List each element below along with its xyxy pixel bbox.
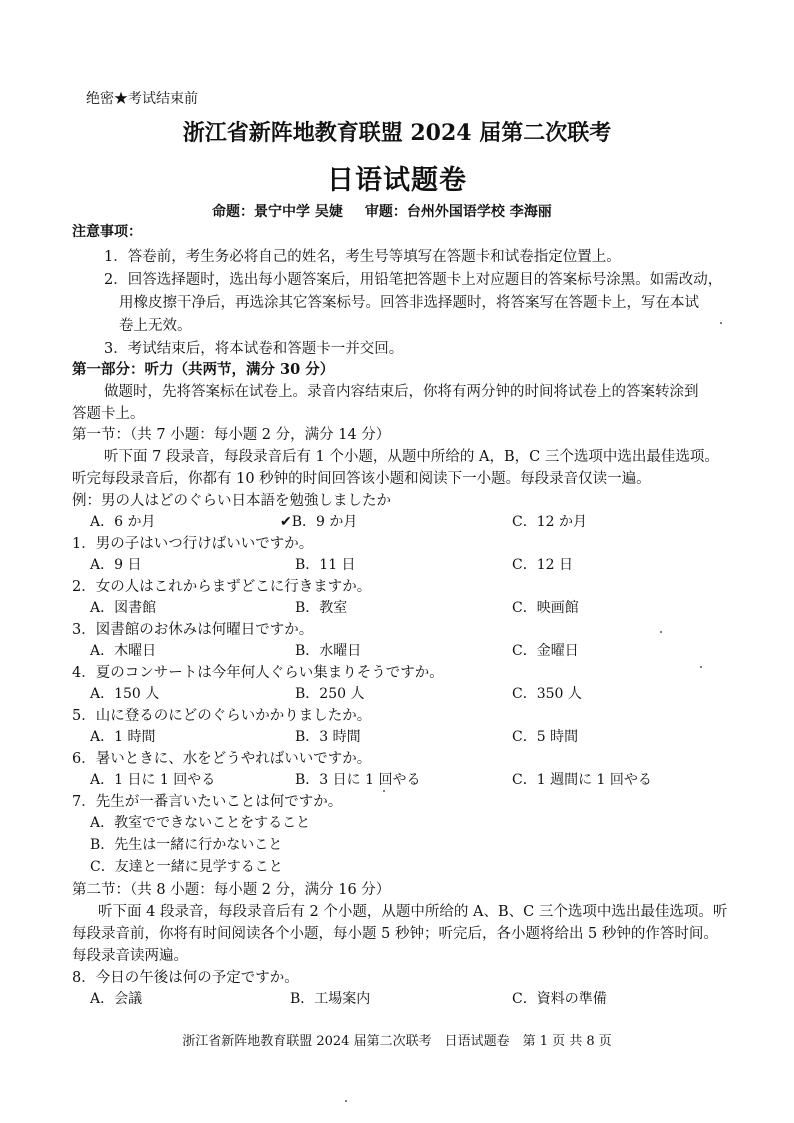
option-b: B．3 時間 [295,729,361,745]
notice-item: 2．回答选择题时，选出每小题答案后，用铅笔把答题卡上对应题目的答案标号涂黑。如需改动， [104,272,723,288]
question: 2．女の人はこれからまずどこに行きますか。 [72,579,372,595]
option-b-answer: ✔B．9 か月 [280,514,358,530]
scan-speck [345,1100,347,1102]
option-a: A．9 日 [90,557,142,573]
option-c: C．1 週間に 1 回やる [512,772,652,788]
section2-instruction: 每段录音读两遍。 [72,948,188,964]
scan-speck [720,322,722,324]
notice-item: 用橡皮擦干净后，再选涂其它答案标号。回答非选择题时，将答案写在答题卡上，写在本试 [119,295,699,311]
option-c: C．12 日 [512,557,573,573]
part1-instruction: 答题卡上。 [72,406,145,422]
notice-heading: 注意事项： [72,224,142,240]
option-a: A．教室でできないことをすること [90,815,311,831]
question: 7．先生が一番言いたいことは何ですか。 [72,794,343,810]
question: 6．暑いときに、水をどうやればいいですか。 [72,751,372,767]
section1-heading: 第一节：（共 7 小题：每小题 2 分，满分 14 分） [72,427,391,443]
section2-heading: 第二节：（共 8 小题：每小题 2 分，满分 16 分） [72,882,391,898]
option-c: C．金曜日 [512,643,579,659]
option-b: B．教室 [295,600,348,616]
option-b: B．3 日に 1 回やる [295,772,421,788]
option-a: A．図書館 [90,600,157,616]
exam-title: 浙江省新阵地教育联盟 2024 届第二次联考 [182,120,612,146]
option-b: B．水曜日 [295,643,362,659]
notice-item: 卷上无效。 [119,318,192,334]
scan-speck [383,790,385,792]
option-c: C．5 時間 [512,729,579,745]
option-b: B．先生は一緒に行かないこと [90,837,283,853]
option-c: C．映画館 [512,600,579,616]
section2-instruction: 每段录音前，你将有时间阅读各个小题，每小题 5 秒钟；听完后，各小题将给出 5 秒钟的作答时间。 [72,926,718,942]
setter: 命题：景宁中学 吴婕 [212,204,343,220]
option-b: B．工場案内 [290,991,371,1007]
option-a: A．1 時間 [90,729,156,745]
question: 8．今日の午後は何の予定ですか。 [72,970,299,986]
option-a: A．6 か月 [90,514,156,530]
option-a: A．会議 [90,991,143,1007]
option-c: C．資料の準備 [512,991,607,1007]
section1-instruction: 听下面 7 段录音，每段录音后有 1 个小题，从题中所给的 A，B，C 三个选项中选出最佳选项。 [104,449,719,465]
authors-line [212,201,552,221]
question: 3．図書館のお休みは何曜日ですか。 [72,622,314,638]
section1-instruction: 听完每段录音后，你都有 10 秒钟的时间回答该小题和阅读下一小题。每段录音仅读一遍。 [72,471,651,487]
option-b: B．11 日 [295,557,356,573]
option-c: C．友達と一緒に見学すること [90,859,283,875]
scan-speck [660,631,662,633]
section2-instruction: 听下面 4 段录音，每段录音后有 2 个小题，从题中所给的 A、B、C 三个选项中选出最佳选项。听 [98,904,728,920]
question: 4．夏のコンサートは今年何人ぐらい集まりそうですか。 [72,665,444,681]
page-footer: 浙江省新阵地教育联盟 2024 届第二次联考 日语试题卷 第 1 页 共 8 页 [182,1034,612,1049]
question: 5．山に登るのにどのぐらいかかりましたか。 [72,708,372,724]
option-b: B．250 人 [295,686,365,702]
scan-speck [700,666,702,668]
exam-subtitle: 日语试题卷 [327,165,467,196]
option-a: A．150 人 [90,686,160,702]
notice-item: 3．考试结束后，将本试卷和答题卡一并交回。 [104,341,404,357]
part1-heading: 第一部分：听力（共两节，满分 30 分） [72,361,335,378]
notice-item: 1．答卷前，考生务必将自己的姓名，考生号等填写在答题卡和试卷指定位置上。 [104,249,621,265]
reviewer: 审题：台州外国语学校 李海丽 [364,204,552,220]
part1-instruction: 做题时，先将答案标在试卷上。录音内容结束后，你将有两分钟的时间将试卷上的答案转涂到 [104,384,699,400]
option-a: A．木曜日 [90,643,157,659]
option-c: C．12 か月 [512,514,587,530]
example-question: 例：男の人はどのぐらい日本語を勉強しましたか [72,493,391,509]
question: 1．男の子はいつ行けばいいですか。 [72,536,314,552]
confidential-mark: 绝密★考试结束前 [86,91,198,107]
option-a: A．1 日に 1 回やる [90,772,216,788]
option-c: C．350 人 [512,686,582,702]
